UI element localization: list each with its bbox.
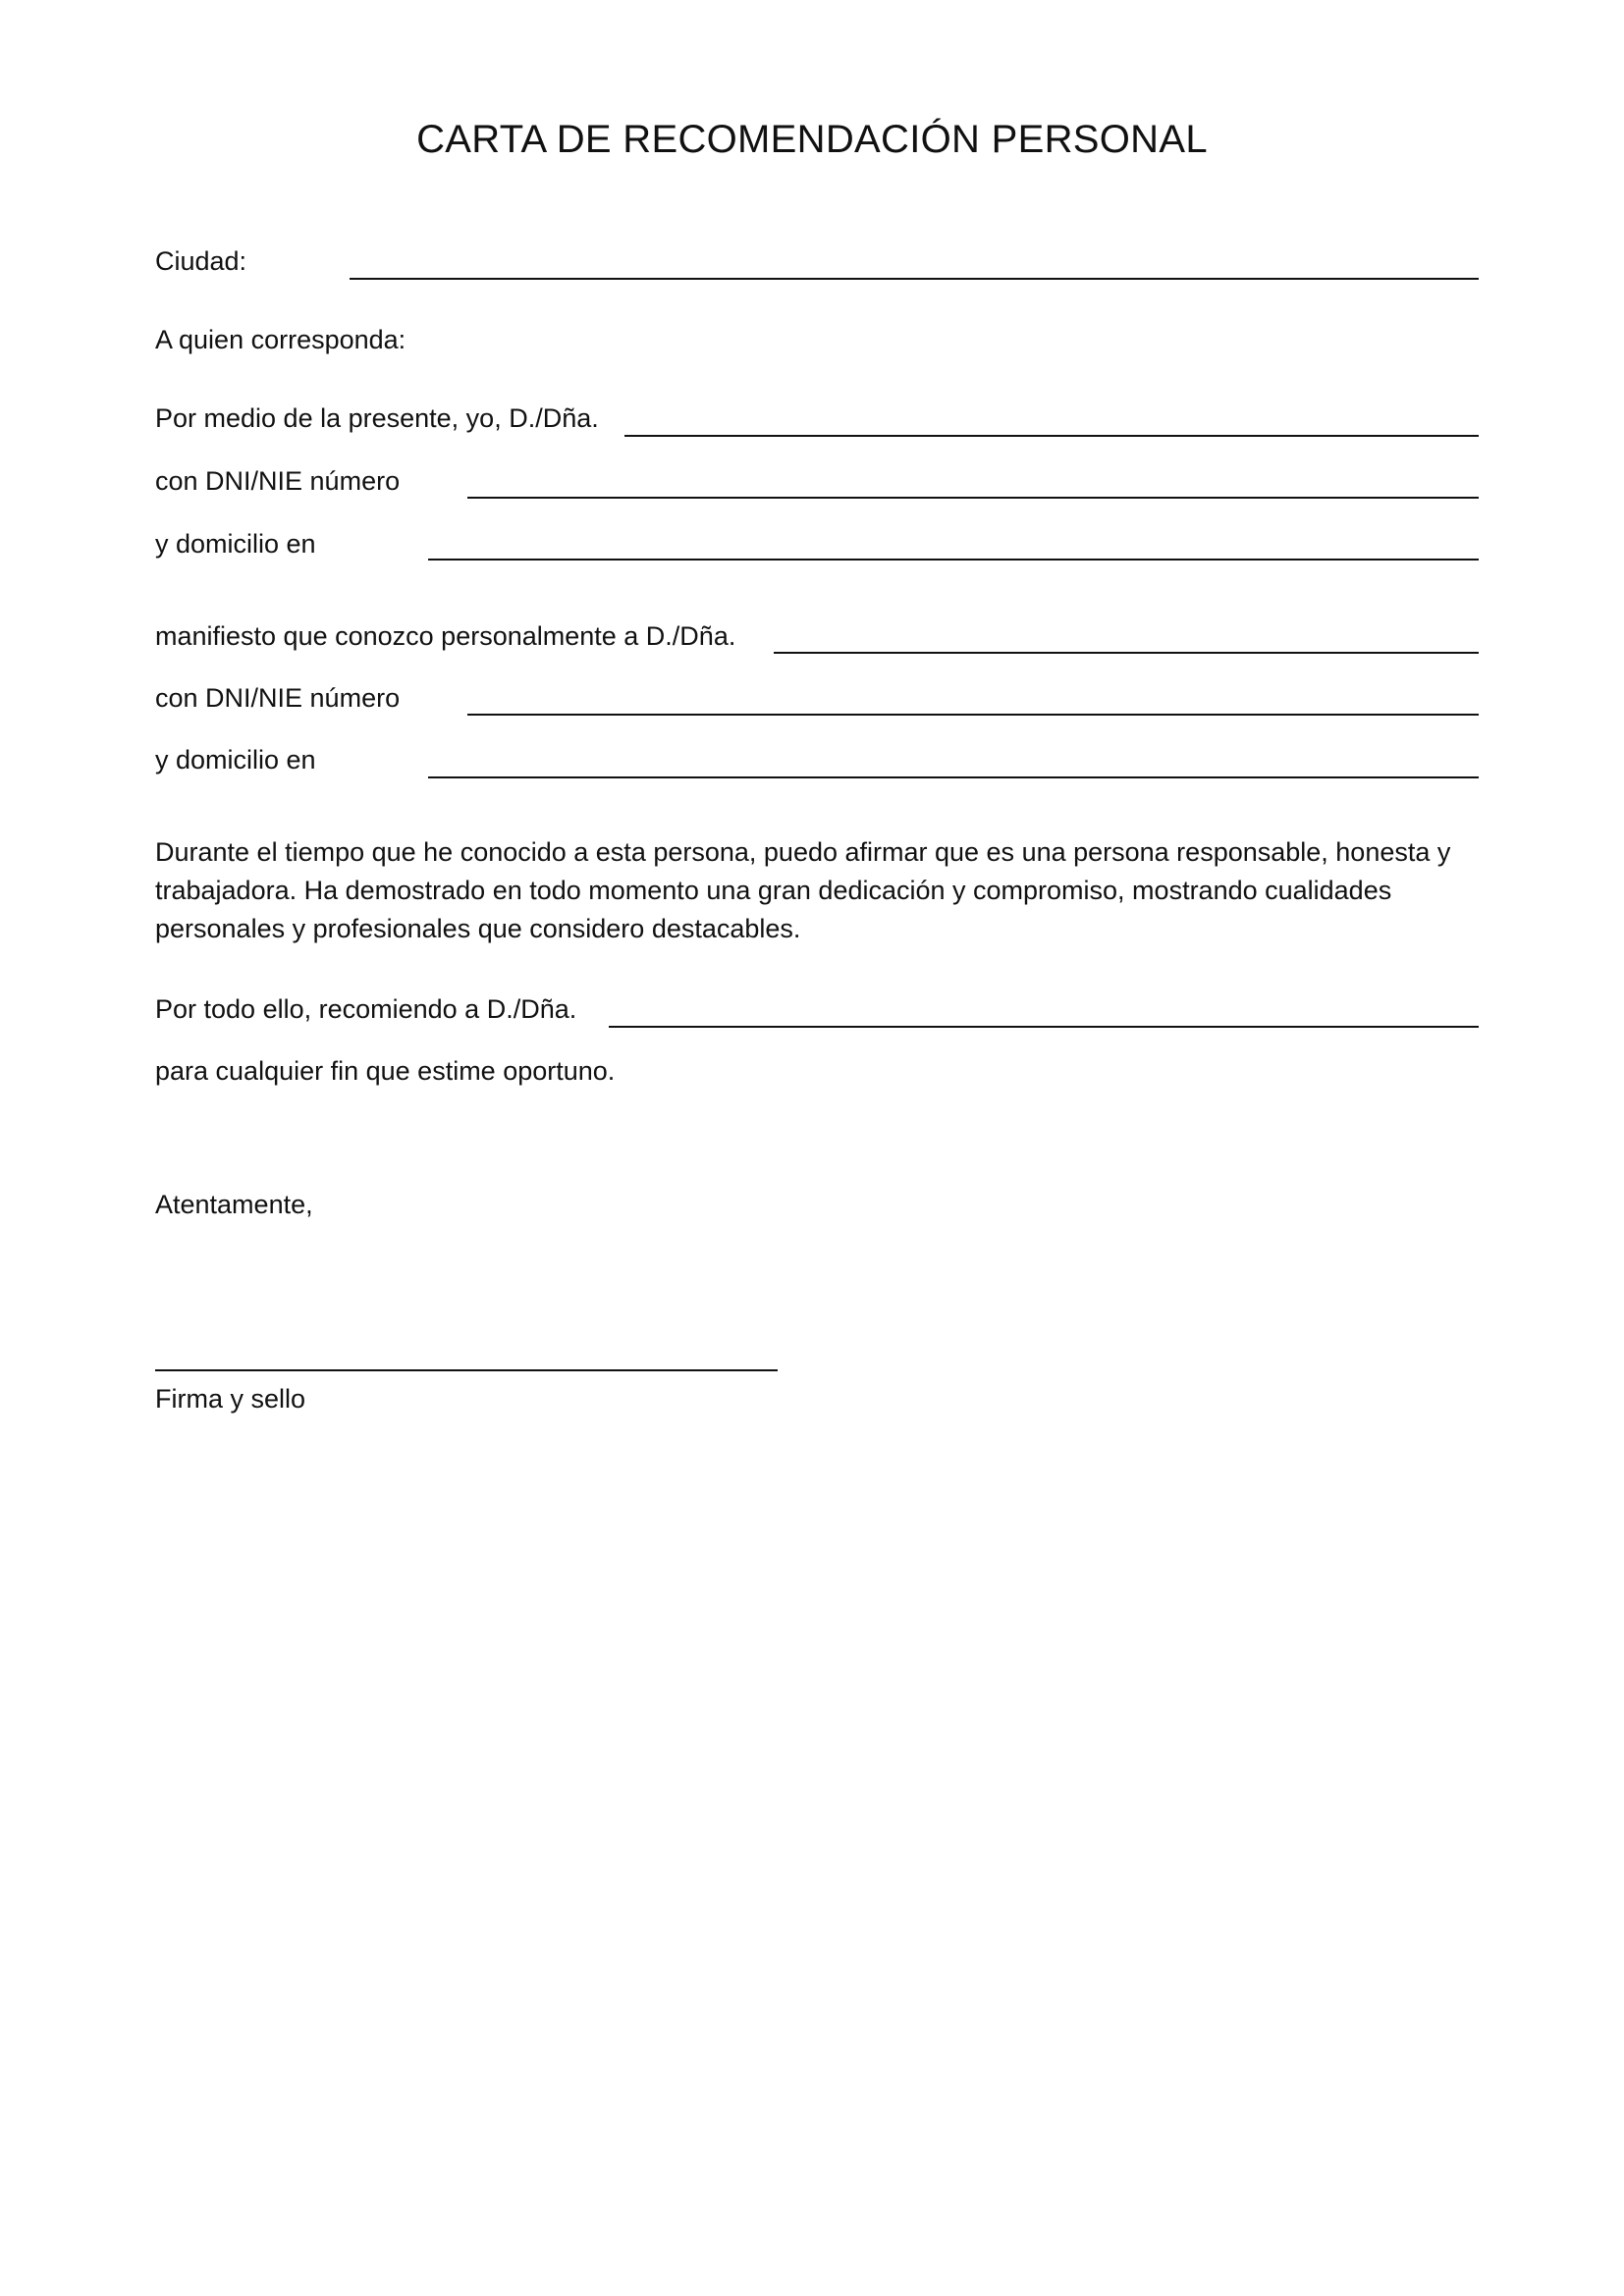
signature-label: Firma y sello <box>155 1384 306 1414</box>
recommended-address-label: y domicilio en <box>155 745 316 774</box>
recommended-intro-label: manifiesto que conozco personalmente a D./Dña. <box>155 621 736 651</box>
recommender-dni-label: con DNI/NIE número <box>155 466 401 496</box>
recommender-address-line[interactable] <box>428 559 1479 561</box>
recommender-address-label: y domicilio en <box>155 529 316 559</box>
recommended-name-line[interactable] <box>774 652 1479 654</box>
signature-line[interactable] <box>155 1369 778 1371</box>
salutation: A quien corresponda: <box>155 325 406 354</box>
recommend-name-line[interactable] <box>609 1026 1479 1028</box>
recommended-dni-label: con DNI/NIE número <box>155 683 401 713</box>
recommended-address-line[interactable] <box>428 776 1479 778</box>
closing: Atentamente, <box>155 1190 313 1219</box>
purpose-line: para cualquier fin que estime oportuno. <box>155 1056 616 1086</box>
document-title: CARTA DE RECOMENDACIÓN PERSONAL <box>416 118 1208 161</box>
body-paragraph: Durante el tiempo que he conocido a esta persona, puedo afirmar que es una persona responsable, honesta y trabajadora. Ha demostrado en todo momento una gran dedicación y compromiso, mostrando cualidades personales y profesionales que considero destacables. <box>155 837 1451 943</box>
city-label: Ciudad: <box>155 246 247 276</box>
recommender-dni-line[interactable] <box>467 497 1479 499</box>
recommended-dni-line[interactable] <box>467 714 1479 716</box>
recommender-name-line[interactable] <box>624 435 1479 437</box>
recommender-intro-label: Por medio de la presente, yo, D./Dña. <box>155 403 599 433</box>
recommend-label: Por todo ello, recomiendo a D./Dña. <box>155 994 577 1024</box>
city-field-line[interactable] <box>350 278 1479 280</box>
